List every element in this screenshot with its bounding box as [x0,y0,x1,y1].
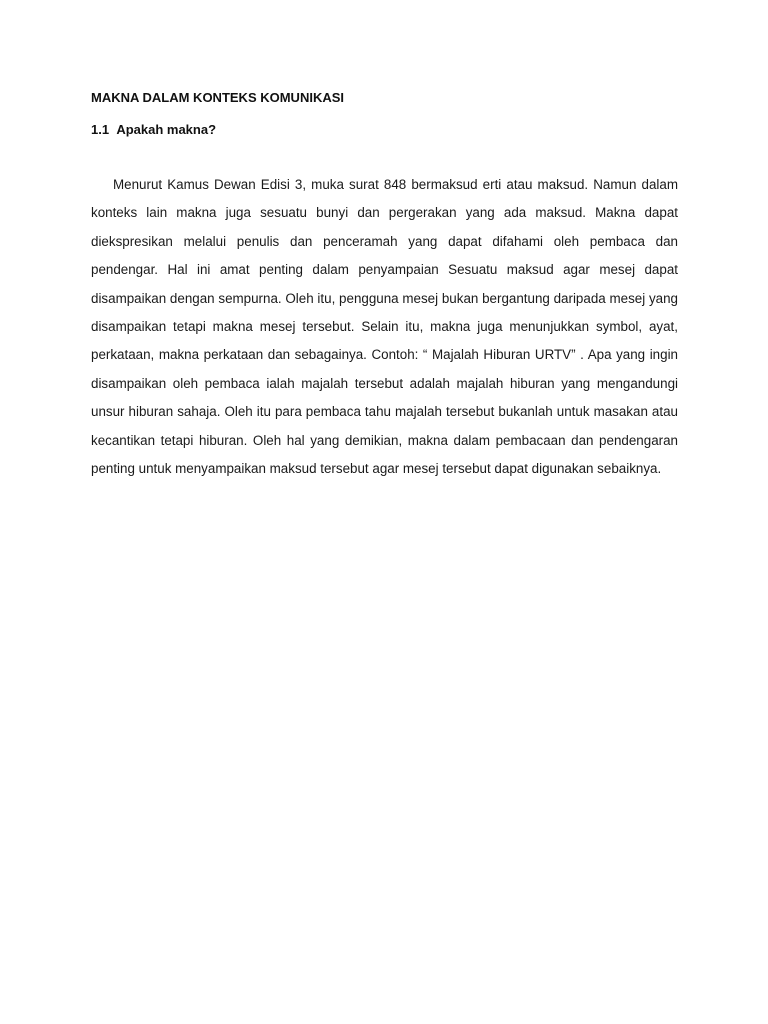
document-title: MAKNA DALAM KONTEKS KOMUNIKASI [91,90,345,105]
body-paragraph: Menurut Kamus Dewan Edisi 3, muka surat 848 bermaksud erti atau maksud. Namun dalam konteks lain makna juga sesuatu bunyi dan pergerakan yang ada maksud. Makna dapat diekspresikan melalui penulis dan penceramah yang dapat difahami oleh pembaca dan pendengar. Hal ini amat penting dalam penyampaian Sesuatu maksud agar mesej dapat disampaikan dengan sempurna. Oleh itu, pengguna mesej bukan bergantung daripada mesej yang disampaikan tetapi makna mesej tersebut. Selain itu, makna juga menunjukkan symbol, ayat, perkataan, makna perkataan dan sebagainya. Contoh: “ Majalah Hiburan URTV” . Apa yang ingin disampaikan oleh pembaca ialah majalah tersebut adalah majalah hiburan yang mengandungi unsur hiburan sahaja. Oleh itu para pembaca tahu majalah tersebut bukanlah untuk masakan atau kecantikan tetapi hiburan. Oleh hal yang demikian, makna dalam pembacaan dan pendengaran penting untuk menyampaikan maksud tersebut agar mesej tersebut dapat digunakan sebaiknya. [91,177,678,477]
section-number: 1.1 [91,122,110,137]
section-heading-text: Apakah makna? [116,122,217,137]
section-heading [91,122,216,137]
